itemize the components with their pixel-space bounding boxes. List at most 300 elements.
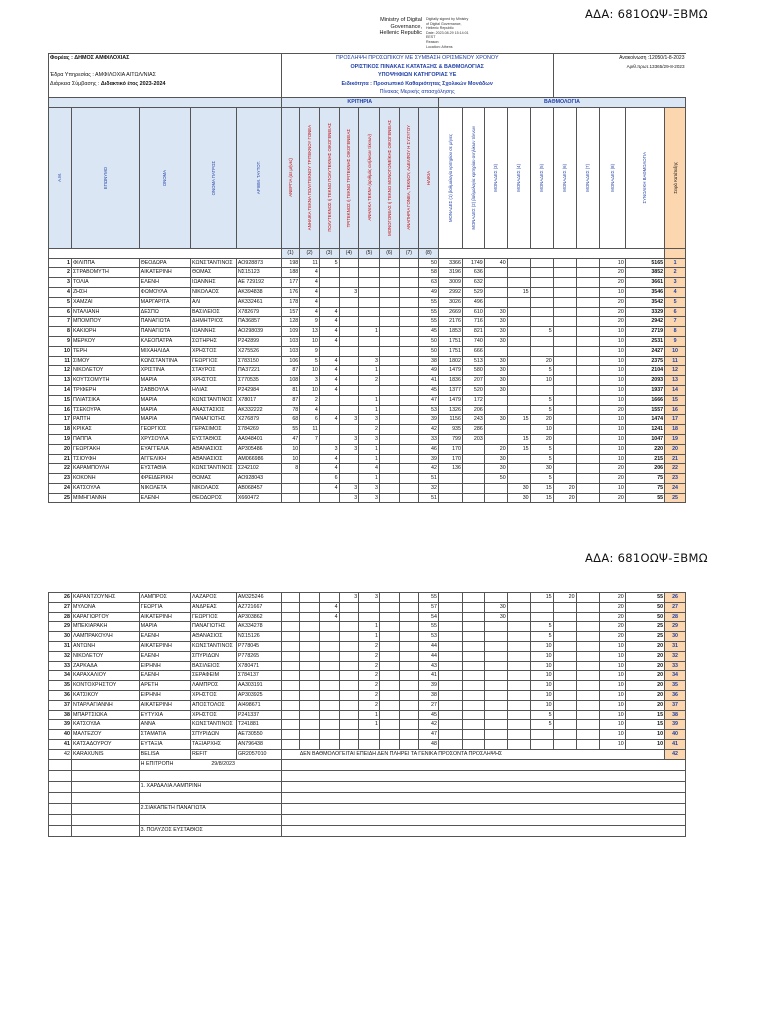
table-row [49,395,686,405]
cell-taut: GR2057010 [236,749,281,759]
cell-patros: ΣΩΤΗΡΗΣ [190,336,236,346]
cell-k5: 3 [359,434,380,444]
cell-rank: 35 [665,681,686,691]
cell-v3 [484,720,507,730]
cell-am: 16 [49,405,72,415]
cell-k3 [319,346,339,356]
cell-k3: 4 [319,602,339,612]
cell-patros: ΝΙΚΟΛΑΟΣ [190,483,236,493]
cell-am: 42 [49,749,72,759]
table-row [49,346,686,356]
cell-k7 [399,327,419,337]
cell-k2: 4 [300,268,320,278]
cell-k1 [281,710,300,720]
cell-taut: ΑΟ928873 [236,258,281,268]
cell-onoma: ΑΙΚΑΤΕΡΙΝΗ [139,641,190,651]
cell-v1: 170 [438,444,462,454]
cell-v3 [484,493,507,503]
cell-taut: ΝΣ15123 [236,268,281,278]
cell-v7 [576,376,599,386]
cell-v1 [438,720,462,730]
col-number: (6) [379,248,399,258]
cell-onoma: ΑΙΚΑΤΕΡΙΝΗ [139,612,190,622]
cell-am: 4 [49,287,72,297]
cell-v2: 632 [462,278,484,288]
cell-v3 [484,739,507,749]
cell-v4 [507,336,530,346]
cell-sum: 1241 [625,425,664,435]
cell-v3 [484,297,507,307]
cell-k3: 4 [319,464,339,474]
cell-v1: 935 [438,425,462,435]
cell-am: 31 [49,641,72,651]
cell-am: 21 [49,454,72,464]
kritiria-header: ΚΡΙΤΗΡΙΑ [281,97,438,107]
cell-taut: Χ275526 [236,346,281,356]
cell-k5 [359,307,380,317]
cell-k6 [379,385,399,395]
cell-rank: 34 [665,671,686,681]
cell-v1 [438,681,462,691]
cell-k4 [339,661,359,671]
cell-onoma: ΕΛΕΝΗ [139,493,190,503]
cell-k8: 55 [419,317,439,327]
cell-v8: 20 [599,632,625,642]
cell-k7 [399,681,419,691]
cell-k7 [399,444,419,454]
cell-k2 [300,622,320,632]
cell-v4 [507,425,530,435]
cell-onoma: ΕΙΡΗΝΗ [139,661,190,671]
cell-v1 [438,593,462,603]
cell-onoma: ΜΑΡΙΑ [139,405,190,415]
cell-k7 [399,454,419,464]
cell-v3 [484,268,507,278]
cell-v5: 10 [530,661,553,671]
cell-am: 33 [49,661,72,671]
cell-k8: 63 [419,278,439,288]
cell-v7 [576,593,599,603]
cell-v3 [484,434,507,444]
cell-patros: ΧΡΗΣΤΟΣ [190,376,236,386]
col-number: (3) [319,248,339,258]
cell-patros: ΙΩΑΝΝΗΣ [190,327,236,337]
cell-k6 [379,454,399,464]
table-row [49,710,686,720]
cell-v6 [553,317,576,327]
signature-details [426,17,482,49]
cell-v1 [438,700,462,710]
cell-v7 [576,434,599,444]
cell-taut: ΑΡ303925 [236,690,281,700]
cell-v1: 136 [438,464,462,474]
cell-v3: 30 [484,336,507,346]
cell-k7 [399,593,419,603]
cell-v8: 20 [599,268,625,278]
cell-patros: ΚΩΝΣΤΑΝΤΙΝΟΣ [191,641,237,651]
cell-patros: ΚΩΝΣΤΑΝΤΙΝΟΣ [191,720,237,730]
cell-v3: 30 [484,366,507,376]
digital-signature [366,17,482,49]
cell-taut: ΑΕ730550 [236,730,281,740]
cell-k6 [379,376,399,386]
cell-v2: 821 [462,327,484,337]
cell-sum: 1937 [625,385,664,395]
cell-v5 [530,739,553,749]
cell-eponymo: ΦΙΛΙΠΠΑ [71,258,139,268]
cell-v4 [507,671,530,681]
cell-rank: 30 [665,632,686,642]
cell-am: 13 [49,376,72,386]
cell-k7 [399,464,419,474]
cell-k3: 6 [319,474,339,484]
cell-v2: 716 [462,317,484,327]
cell-k2 [300,632,320,642]
cell-k5: 1 [359,395,380,405]
cell-sum: 20 [625,661,664,671]
cell-v6 [553,376,576,386]
cell-v2 [462,493,484,503]
col-k2: ΑΝΗΛΙΚΑ ΤΕΚΝΑ ΠΟΛΥΤΕΚΝΟΥ ΤΡΙΤΕΚΝΟΥ ΓΟΝΕΑ [300,107,320,248]
cell-v1: 3009 [438,278,462,288]
table-row [49,327,686,337]
cell-onoma: ΔΕΣΠΩ [139,307,190,317]
cell-k6 [379,474,399,484]
cell-v5 [530,278,553,288]
cell-v2 [462,641,484,651]
cell-onoma: ΕΛΕΝΗ [139,651,190,661]
cell-patros: ΧΡΗΣΤΟΣ [191,710,237,720]
cell-v8: 10 [599,454,625,464]
cell-onoma: ΜΑΡΙΑ [139,395,190,405]
cell-k3 [319,671,339,681]
cell-v5: 5 [530,405,553,415]
cell-k3: 5 [319,258,339,268]
cell-k4 [339,690,359,700]
cell-rank: 29 [665,622,686,632]
cell-onoma: ΦΩΜΟΥΛΑ [139,287,190,297]
cell-k8: 53 [419,405,439,415]
cell-v4 [507,268,530,278]
cell-k7 [399,739,419,749]
col-v8: ΜΟΝΑΔΕΣ (8) [599,107,625,248]
cell-k4 [339,346,359,356]
cell-eponymo: ΣΤΡΑΒΟΜΥΤΗ [71,268,139,278]
cell-rank: 24 [665,483,686,493]
cell-eponymo: KARAXUNIS [71,749,139,759]
cell-v7 [576,287,599,297]
cell-onoma: ΑΓΓΕΛΙΚΗ [139,454,190,464]
cell-k3 [319,278,339,288]
table-row [49,376,686,386]
cell-v2: 520 [462,385,484,395]
table-row [49,483,686,493]
cell-k1 [281,622,300,632]
cell-k6 [379,336,399,346]
cell-am: 20 [49,444,72,454]
table-row [49,730,686,740]
cell-v1: 1326 [438,405,462,415]
cell-v8: 10 [599,434,625,444]
cell-v7 [576,405,599,415]
cell-v4 [507,317,530,327]
cell-k4 [339,739,359,749]
cell-k2 [300,641,320,651]
cell-am: 17 [49,415,72,425]
cell-k6 [379,739,399,749]
cell-sum: 75 [625,483,664,493]
cell-rank: 12 [665,366,686,376]
cell-v7 [576,632,599,642]
cell-v3 [484,425,507,435]
cell-am: 22 [49,464,72,474]
cell-k4 [339,681,359,691]
cell-v5: 20 [530,415,553,425]
cell-v4 [507,474,530,484]
cell-k5 [359,730,380,740]
cell-v8: 20 [599,622,625,632]
cell-rank: 27 [665,602,686,612]
cell-k4 [339,700,359,710]
cell-rank: 28 [665,612,686,622]
col-number: (4) [339,248,359,258]
cell-v3: 30 [484,464,507,474]
signature-detail-line: Hellenic Republic [426,26,454,31]
cell-v6 [553,681,576,691]
cell-v4 [507,356,530,366]
cell-v3: 30 [484,317,507,327]
cell-eponymo: ΚΑΡΑΓΙΩΡΓΟΥ [71,612,139,622]
cell-k7 [399,730,419,740]
signature-detail-line: Date: 2023.08.29 15:14:01 [426,30,469,35]
cell-taut: ΝΣ15126 [236,632,281,642]
cell-eponymo: ΚΟΚΟΝΗ [71,474,139,484]
cell-k6 [379,405,399,415]
cell-sum: 2104 [625,366,664,376]
cell-k8: 39 [419,415,439,425]
cell-v7 [576,366,599,376]
cell-rank: 4 [665,287,686,297]
cell-eponymo: ΚΑΡΑΝΤΖΟΥΝΗΣ [71,593,139,603]
cell-k7 [399,278,419,288]
committee-member-1: 1. ΧΑΡΔΑΛΙΑ ΛΑΜΠΡΙΝΗ [139,781,281,792]
cell-k7 [399,425,419,435]
cell-k6 [379,720,399,730]
cell-onoma: ΑΙΚΑΤΕΡΙΝΗ [139,700,190,710]
cell-patros: ΠΑΝΑΓΙΩΤΗΣ [191,622,237,632]
cell-v8: 10 [599,739,625,749]
cell-k7 [399,622,419,632]
foreas: Φορέας : ΔΗΜΟΣ ΑΜΦΙΛΟΧΙΑΣ [49,54,282,63]
cell-onoma: ΕΛΕΝΗ [139,632,190,642]
cell-v4 [507,327,530,337]
cell-k1: 47 [281,434,300,444]
cell-k2: 4 [300,307,320,317]
cell-v6 [553,690,576,700]
cell-taut: Χ780471 [236,661,281,671]
cell-taut: Σ783150 [236,356,281,366]
cell-am: 3 [49,278,72,288]
cell-k6 [379,395,399,405]
cell-rank: 32 [665,651,686,661]
cell-rank: 1 [665,258,686,268]
cell-patros: ΧΡΗΣΤΟΣ [190,346,236,356]
vathmologia-header: ΒΑΘΜΟΛΟΓΙΑ [438,97,685,107]
cell-k3: 4 [319,612,339,622]
cell-patros: ΕΥΣΤΑΘΙΟΣ [190,434,236,444]
cell-taut: Ρ242899 [236,336,281,346]
cell-rank: 16 [665,405,686,415]
cell-k1: 103 [281,346,300,356]
ranking-table-page2 [48,592,686,837]
cell-k1: 10 [281,454,300,464]
cell-v8: 10 [599,720,625,730]
cell-sum: 75 [625,474,664,484]
cell-patros: ΣΕΡΑΦΕΙΜ [191,671,237,681]
cell-sum: 3661 [625,278,664,288]
cell-v7 [576,739,599,749]
committee-date: 29/8/2023 [211,761,235,768]
cell-k8: 55 [419,622,439,632]
cell-k6 [379,356,399,366]
signature-line: Hellenic Republic [379,30,422,36]
cell-k2 [300,720,320,730]
table-row [49,632,686,642]
cell-rank: 26 [665,593,686,603]
cell-k1: 106 [281,356,300,366]
cell-am: 32 [49,651,72,661]
cell-k3 [319,651,339,661]
cell-v2: 529 [462,287,484,297]
cell-k3: 4 [319,376,339,386]
title-line-2: ΟΡΙΣΤΙΚΟΣ ΠΙΝΑΚΑΣ ΚΑΤΑΤΑΞΗΣ & ΒΑΘΜΟΛΟΓΙΑΣ [281,63,553,72]
table-row [49,612,686,622]
cell-k6 [379,690,399,700]
cell-v7 [576,278,599,288]
cell-k7 [399,268,419,278]
cell-taut: Χ660472 [236,493,281,503]
cell-onoma: ΣΤΑΜΑΤΙΑ [139,730,190,740]
cell-v5: 10 [530,681,553,691]
cell-taut: Χ276879 [236,415,281,425]
cell-am: 37 [49,700,72,710]
cell-v5: 5 [530,395,553,405]
cell-v6 [553,415,576,425]
cell-rank: 14 [665,385,686,395]
table-row [49,641,686,651]
cell-k8: 47 [419,730,439,740]
cell-rank: 17 [665,415,686,425]
cell-k6 [379,327,399,337]
cell-onoma: ΜΑΡΙΑ [139,622,190,632]
table-row [49,593,686,603]
cell-k5: 2 [359,681,380,691]
cell-v6 [553,385,576,395]
cell-v2 [462,739,484,749]
cell-patros: ΚΩΝΣΤΑΝΤΙΝΟΣ [190,464,236,474]
cell-v1: 1479 [438,366,462,376]
cell-k4: 3 [339,415,359,425]
cell-k5 [359,297,380,307]
table-row [49,720,686,730]
cell-eponymo: ΜΕΡΚΟΥ [71,336,139,346]
cell-patros: ΔΗΜΗΤΡΙΟΣ [190,317,236,327]
cell-k6 [379,671,399,681]
cell-v3: 30 [484,454,507,464]
signature-detail-line: of Digital Governance, [426,21,462,26]
cell-v5 [530,297,553,307]
cell-v6 [553,356,576,366]
cell-k4 [339,464,359,474]
cell-sum: 20 [625,700,664,710]
cell-k7 [399,307,419,317]
cell-taut: ΑΚ334278 [236,622,281,632]
table-row [49,661,686,671]
cell-taut: ΑΟ298039 [236,327,281,337]
cell-rank: 6 [665,307,686,317]
cell-k2: 5 [300,356,320,366]
cell-v3: 30 [484,356,507,366]
cell-v4 [507,710,530,720]
cell-v8: 20 [599,278,625,288]
cell-k8: 48 [419,739,439,749]
cell-v7 [576,474,599,484]
cell-taut: Ρ242984 [236,385,281,395]
cell-k3 [319,297,339,307]
cell-k2: 4 [300,278,320,288]
cell-rank: 19 [665,434,686,444]
cell-k6 [379,661,399,671]
cell-k5: 3 [359,493,380,503]
cell-k6 [379,307,399,317]
cell-sum: 220 [625,444,664,454]
cell-v4 [507,307,530,317]
cell-v6: 20 [553,593,576,603]
cell-am: 11 [49,356,72,366]
cell-k5: 2 [359,376,380,386]
cell-v6 [553,622,576,632]
cell-rank: 7 [665,317,686,327]
cell-k2: 10 [300,366,320,376]
cell-sum: 1666 [625,395,664,405]
cell-k6 [379,425,399,435]
cell-v4 [507,622,530,632]
cell-eponymo: ΠΛΙΑΤΣΙΚΑ [71,395,139,405]
cell-k5: 1 [359,720,380,730]
cell-v2: 496 [462,297,484,307]
cell-v3 [484,405,507,415]
cell-v1: 3026 [438,297,462,307]
cell-sum: 5165 [625,258,664,268]
cell-am: 10 [49,346,72,356]
cell-v5 [530,268,553,278]
cell-rank: 41 [665,739,686,749]
cell-patros: ΘΩΜΑΣ [190,474,236,484]
cell-k2 [300,710,320,720]
cell-v7 [576,681,599,691]
cell-v2: 206 [462,405,484,415]
cell-taut: ΑΑ303191 [236,681,281,691]
cell-rank: 42 [665,749,686,759]
signature-issuer [366,17,422,49]
cell-k4 [339,612,359,622]
cell-v3: 30 [484,415,507,425]
cell-k4: 3 [339,493,359,503]
cell-k1: 157 [281,307,300,317]
cell-k5 [359,268,380,278]
cell-v2 [462,681,484,691]
signature-line: Ministry of Digital [380,17,422,23]
